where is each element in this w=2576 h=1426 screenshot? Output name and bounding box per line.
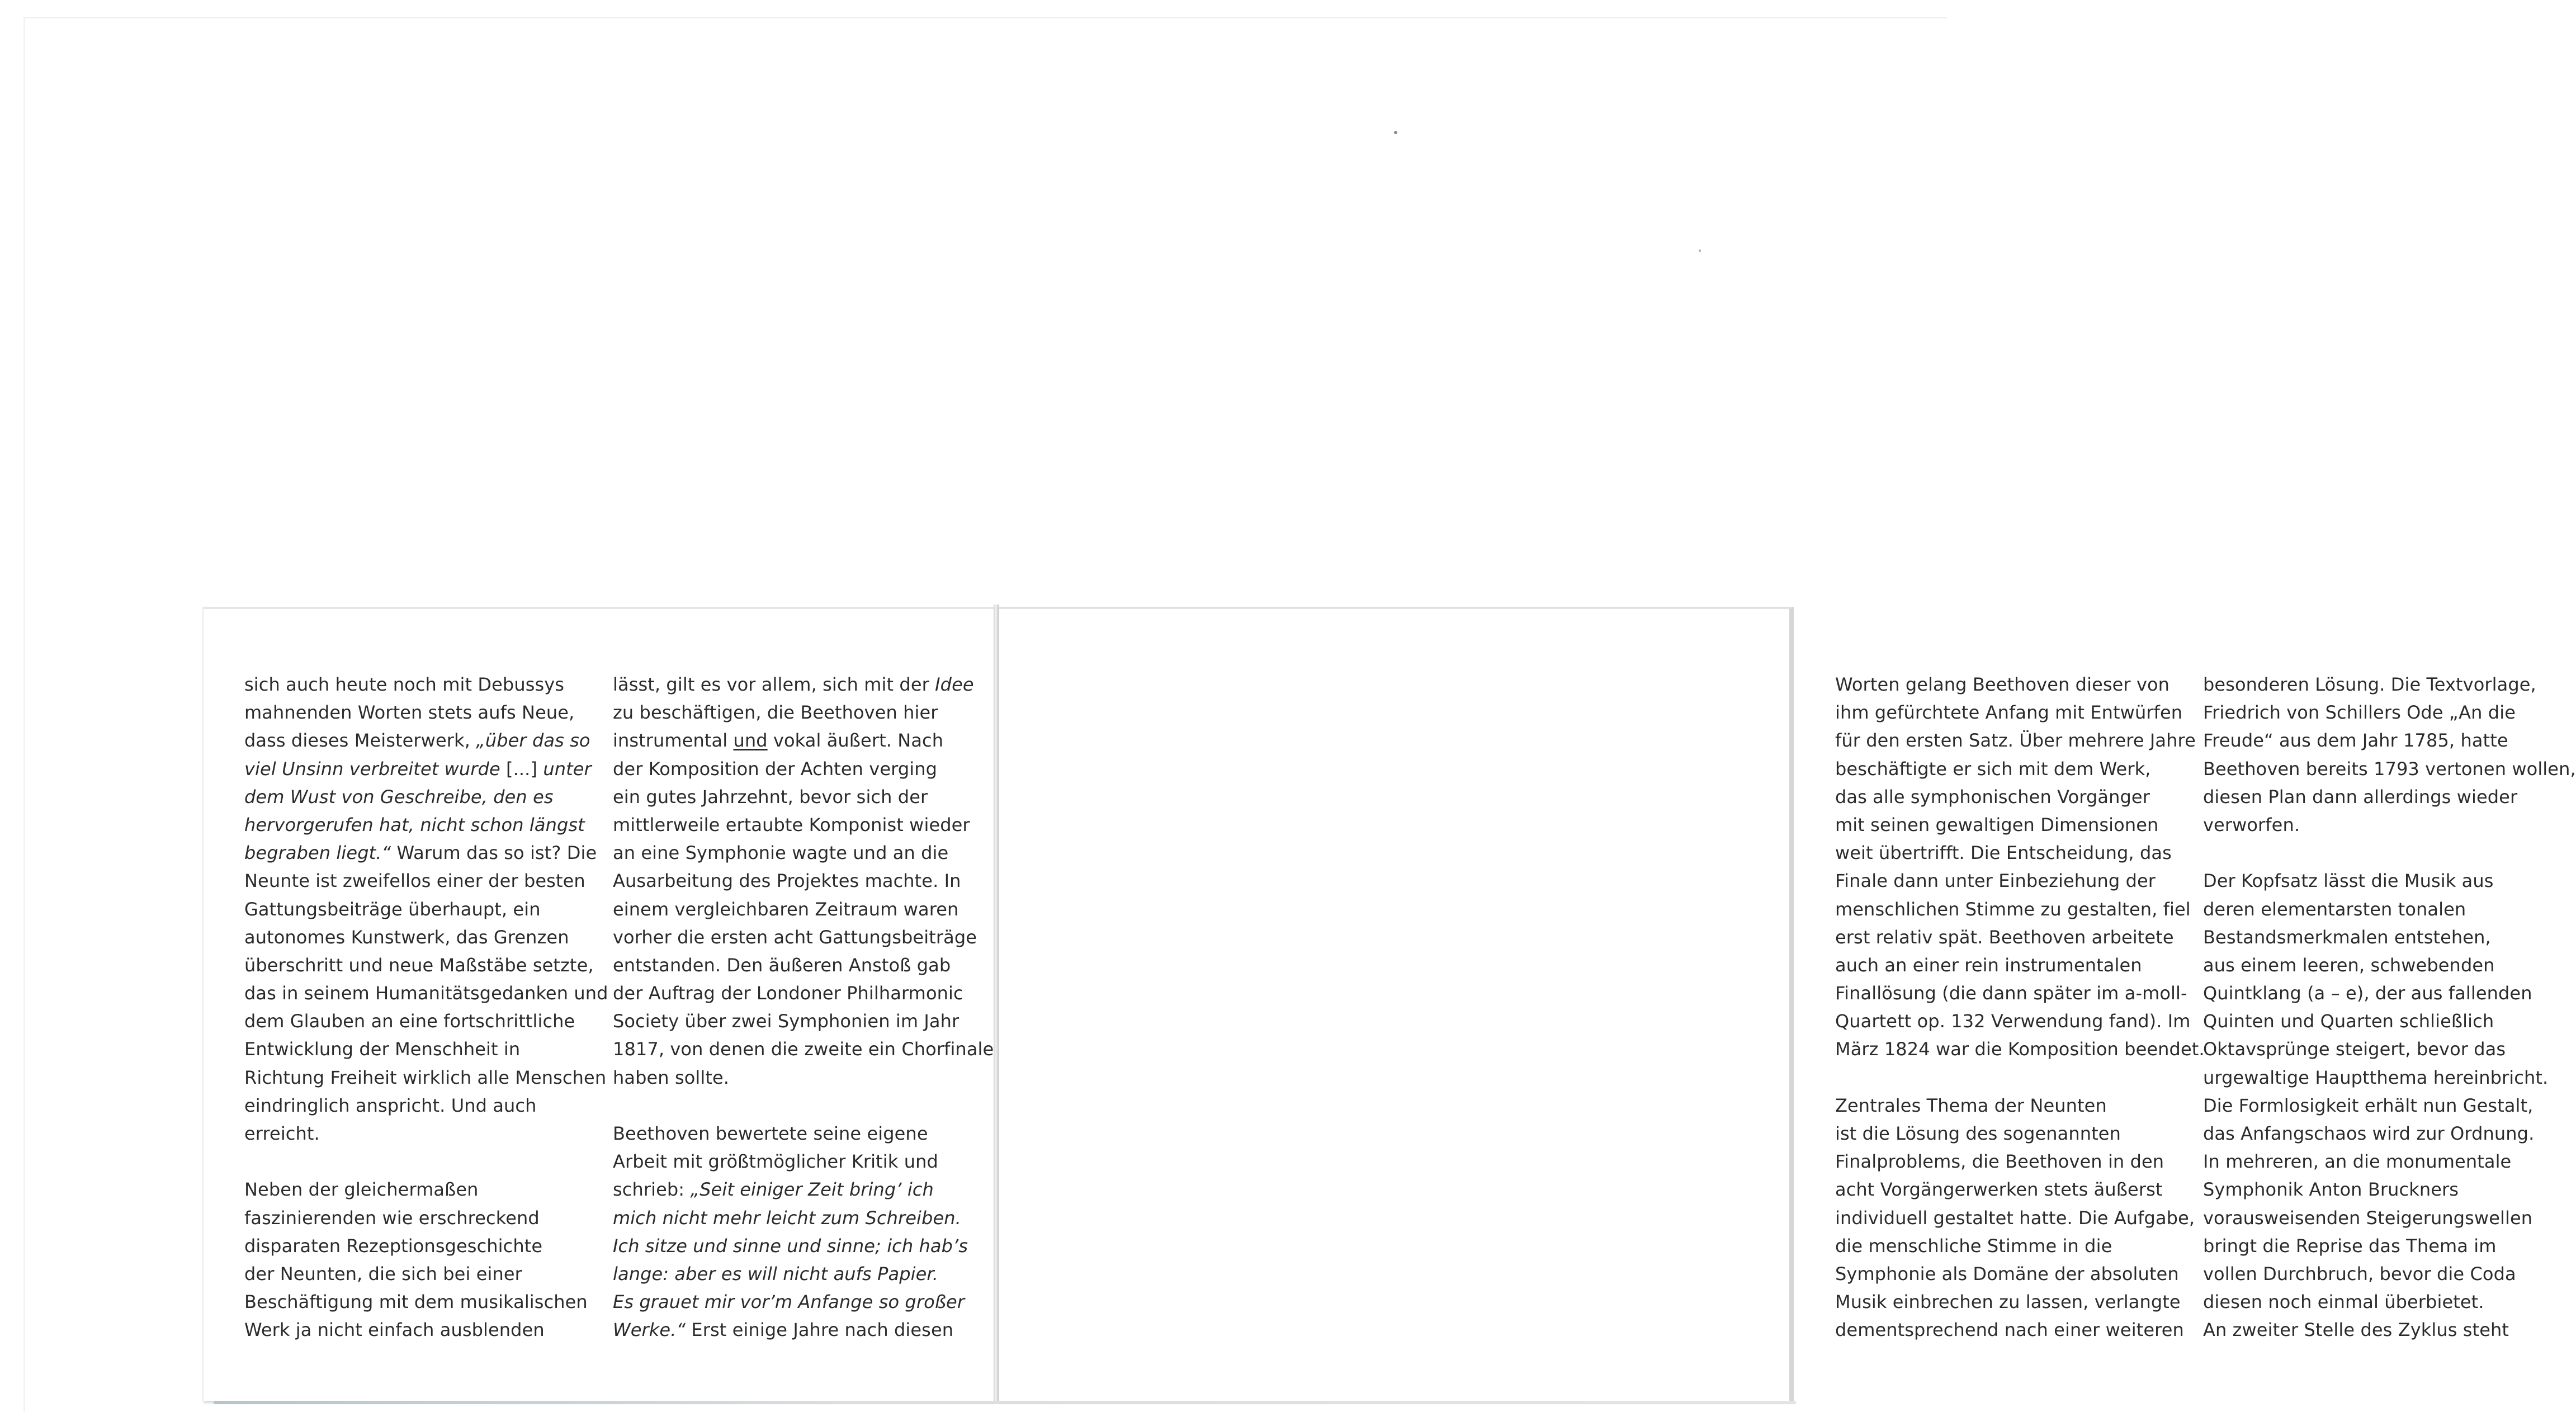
text-run: Beethoven bewertete seine eigene [613, 1123, 928, 1144]
paragraph [613, 1120, 994, 1344]
text-run: zu beschäftigen, die Beethoven hier [613, 702, 938, 724]
text-run: Warum das so ist? Die [391, 842, 597, 864]
text-run: Erst einige Jahre nach diesen [686, 1319, 954, 1341]
text-run: Finallösung (die dann später im a-moll- [1835, 983, 2187, 1004]
text-run: an eine Symphonie wagte und an die [613, 842, 949, 864]
text-run: der Komposition der Achten verging [613, 758, 938, 780]
text-line [1835, 1288, 2205, 1316]
text-run: lässt, gilt es vor allem, sich mit der [613, 674, 935, 695]
text-line [244, 755, 608, 783]
text-line [1835, 951, 2205, 979]
page-bottom-edge [214, 1401, 1796, 1404]
text-run: die menschliche Stimme in die [1835, 1235, 2112, 1257]
text-run: Freude“ aus dem Jahr 1785, hatte [2203, 730, 2508, 752]
text-run: haben sollte. [613, 1066, 730, 1088]
text-run: Neben der gleichermaßen [244, 1179, 479, 1201]
text-run: deren elementarsten tonalen [2203, 898, 2466, 920]
text-line [613, 1007, 994, 1035]
text-run: 1817, von denen die zweite ein Chorfinale [613, 1038, 994, 1060]
text-run: ist die Lösung des sogenannten [1835, 1123, 2121, 1144]
text-line [1835, 895, 2205, 923]
booklet-spread [202, 607, 2576, 1404]
text-line [1835, 1092, 2205, 1120]
text-run: der Neunten, die sich bei einer [244, 1263, 522, 1285]
text-run: vorausweisenden Steigerungswellen [2203, 1207, 2533, 1229]
text-run: Richtung Freiheit wirklich alle Menschen [244, 1066, 607, 1088]
text-run: faszinierenden wie erschreckend [244, 1207, 540, 1229]
text-line [244, 951, 608, 979]
italic-quote-run: „Seit einiger Zeit bring’ ich [690, 1179, 934, 1201]
text-run: Neunte ist zweifellos einer der besten [244, 870, 585, 892]
text-line [613, 923, 994, 951]
text-run: acht Vorgängerwerken stets äußerst [1835, 1179, 2163, 1201]
text-line [244, 1260, 608, 1288]
text-line [613, 1148, 994, 1175]
text-line [2203, 755, 2576, 783]
text-line [2203, 670, 2576, 698]
text-line [244, 839, 608, 867]
right-page [996, 607, 2576, 1401]
text-line [244, 1204, 608, 1232]
page-gutter [994, 605, 999, 1403]
text-run: Beschäftigung mit dem musikalischen [244, 1291, 588, 1313]
text-line [244, 1175, 608, 1203]
text-line [244, 979, 608, 1007]
text-line [2203, 1260, 2576, 1288]
text-line [2203, 1288, 2576, 1316]
text-line [1835, 839, 2205, 867]
text-run: individuell gestaltet hatte. Die Aufgabe, [1835, 1207, 2195, 1229]
text-line [2203, 923, 2576, 951]
text-run: urgewaltige Hauptthema hereinbricht. [2203, 1066, 2549, 1088]
text-line [1835, 1175, 2205, 1203]
text-line [244, 1092, 608, 1120]
text-run: An zweiter Stelle des Zyklus steht [2203, 1319, 2509, 1341]
text-line [244, 1120, 608, 1148]
text-run: Quartett op. 132 Verwendung fand). Im [1835, 1011, 2191, 1032]
text-run: aus einem leeren, schwebenden [2203, 954, 2495, 976]
text-run: Quinten und Quarten schließlich [2203, 1011, 2494, 1032]
text-run: Arbeit mit größtmöglicher Kritik und [613, 1151, 938, 1173]
text-run: entstanden. Den äußeren Anstoß gab [613, 954, 951, 976]
text-line [2203, 1007, 2576, 1035]
text-line [1835, 979, 2205, 1007]
text-column-4 [2203, 670, 2576, 1372]
text-run: verworfen. [2203, 814, 2300, 835]
text-run: Der Kopfsatz lässt die Musik aus [2203, 870, 2494, 892]
text-line [613, 895, 994, 923]
text-run: Werk ja nicht einfach ausblenden [244, 1319, 545, 1341]
text-line [2203, 1120, 2576, 1148]
text-line [1835, 1148, 2205, 1175]
paragraph [1835, 670, 2205, 1064]
italic-quote-run: unter [543, 758, 592, 780]
text-line [244, 783, 608, 811]
text-line [1835, 1035, 2205, 1063]
text-line [244, 895, 608, 923]
text-line [613, 698, 994, 726]
scan-speck [1394, 131, 1397, 134]
text-line [2203, 1064, 2576, 1092]
text-line [2203, 1148, 2576, 1175]
text-line [2203, 1316, 2576, 1344]
text-line [613, 1175, 994, 1203]
text-run: Oktavsprünge steigert, bevor das [2203, 1038, 2506, 1060]
text-line [2203, 1232, 2576, 1260]
italic-quote-run: viel Unsinn verbreitet wurde [244, 758, 500, 780]
text-line [613, 1232, 994, 1260]
text-run: In mehreren, an die monumentale [2203, 1151, 2512, 1173]
text-line [2203, 811, 2576, 839]
text-line [613, 1035, 994, 1063]
text-line [1835, 698, 2205, 726]
text-run: instrumental [613, 730, 734, 752]
text-line [1835, 1232, 2205, 1260]
paragraph [1835, 1092, 2205, 1344]
text-column-3 [1835, 670, 2205, 1372]
text-run: ihm gefürchtete Anfang mit Entwürfen [1835, 702, 2183, 724]
text-line [2203, 698, 2576, 726]
text-run: dem Glauben an eine fortschrittliche [244, 1011, 575, 1032]
text-line [244, 1035, 608, 1063]
text-run: beschäftigte er sich mit dem Werk, [1835, 758, 2151, 780]
italic-quote-run: Werke.“ [613, 1319, 686, 1341]
text-run: autonomes Kunstwerk, das Grenzen [244, 926, 569, 948]
text-run: Entwicklung der Menschheit in [244, 1038, 521, 1060]
text-run: Friedrich von Schillers Ode „An die [2203, 702, 2516, 724]
text-line [2203, 951, 2576, 979]
text-run: Gattungsbeiträge überhaupt, ein [244, 898, 541, 920]
text-line [1835, 670, 2205, 698]
scan-speck [1699, 249, 1701, 252]
text-line [613, 1260, 994, 1288]
text-line [613, 867, 994, 895]
text-line [2203, 895, 2576, 923]
text-line [613, 811, 994, 839]
text-run: bringt die Reprise das Thema im [2203, 1235, 2497, 1257]
text-run: Worten gelang Beethoven dieser von [1835, 674, 2170, 695]
text-run: überschritt und neue Maßstäbe setzte, [244, 954, 594, 976]
italic-quote-run: Ich sitze und sinne und sinne; ich hab’s [613, 1235, 968, 1257]
text-run: das Anfangschaos wird zur Ordnung. [2203, 1123, 2535, 1144]
italic-quote-run: dem Wust von Geschreibe, den es [244, 786, 554, 808]
text-run: dass dieses Meisterwerk, [244, 730, 476, 752]
text-line [244, 1316, 608, 1344]
text-line [244, 867, 608, 895]
text-line [2203, 783, 2576, 811]
left-page [202, 607, 996, 1401]
text-line [244, 923, 608, 951]
text-line [1835, 811, 2205, 839]
text-run: menschlichen Stimme zu gestalten, fiel [1835, 898, 2191, 920]
paragraph [244, 1175, 608, 1344]
text-run: eindringlich anspricht. Und auch [244, 1094, 537, 1116]
paragraph [244, 670, 608, 1148]
text-run: mittlerweile ertaubte Komponist wieder [613, 814, 970, 835]
text-run: März 1824 war die Komposition beendet. [1835, 1038, 2205, 1060]
text-run: Ausarbeitung des Projektes machte. In [613, 870, 961, 892]
text-line [2203, 979, 2576, 1007]
text-column-1 [244, 670, 608, 1372]
text-run: weit übertrifft. Die Entscheidung, das [1835, 842, 2172, 864]
text-line [613, 1204, 994, 1232]
text-run: diesen noch einmal überbietet. [2203, 1291, 2484, 1313]
text-line [613, 1316, 994, 1344]
text-run: Finalproblems, die Beethoven in den [1835, 1151, 2164, 1173]
text-column-2 [613, 670, 994, 1372]
text-run: vollen Durchbruch, bevor die Coda [2203, 1263, 2516, 1285]
underlined-run: und [733, 730, 768, 752]
text-line [1835, 1204, 2205, 1232]
text-run: Quintklang (a – e), der aus fallenden [2203, 983, 2532, 1004]
text-line [1835, 1007, 2205, 1035]
text-run: erst relativ spät. Beethoven arbeitete [1835, 926, 2174, 948]
text-line [613, 839, 994, 867]
text-line [613, 783, 994, 811]
text-line [613, 1288, 994, 1316]
text-line [1835, 1316, 2205, 1344]
text-run: sich auch heute noch mit Debussys [244, 674, 565, 695]
text-line [244, 726, 608, 754]
text-run: Beethoven bereits 1793 vertonen wollen, [2203, 758, 2576, 780]
text-line [1835, 1260, 2205, 1288]
text-run: ein gutes Jahrzehnt, bevor sich der [613, 786, 928, 808]
text-run: mahnenden Worten stets aufs Neue, [244, 702, 575, 724]
text-line [2203, 1204, 2576, 1232]
text-run: dementsprechend nach einer weiteren [1835, 1319, 2184, 1341]
text-line [244, 670, 608, 698]
italic-quote-run: „über das so [476, 730, 590, 752]
text-run: das alle symphonischen Vorgänger [1835, 786, 2150, 808]
italic-quote-run: Es grauet mir vor’m Anfange so großer [613, 1291, 965, 1313]
text-line [613, 1120, 994, 1148]
text-run: Bestandsmerkmalen entstehen, [2203, 926, 2491, 948]
italic-quote-run: begraben liegt.“ [244, 842, 391, 864]
text-line [2203, 867, 2576, 895]
scan-edge-top [23, 17, 1947, 18]
paragraph [2203, 670, 2576, 839]
text-line [1835, 726, 2205, 754]
text-run: schrieb: [613, 1179, 691, 1201]
text-run: Musik einbrechen zu lassen, verlangte [1835, 1291, 2181, 1313]
text-line [2203, 726, 2576, 754]
text-run: Finale dann unter Einbeziehung der [1835, 870, 2156, 892]
italic-quote-run: hervorgerufen hat, nicht schon längst [244, 814, 585, 835]
text-run: erreicht. [244, 1123, 320, 1144]
text-run: diesen Plan dann allerdings wieder [2203, 786, 2518, 808]
italic-quote-run: Idee [935, 674, 974, 695]
text-line [244, 1232, 608, 1260]
text-run: für den ersten Satz. Über mehrere Jahre [1835, 730, 2196, 752]
text-run: auch an einer rein instrumentalen [1835, 954, 2142, 976]
text-run: Society über zwei Symphonien im Jahr [613, 1011, 959, 1032]
text-run: disparaten Rezeptionsgeschichte [244, 1235, 543, 1257]
italic-quote-run: mich nicht mehr leicht zum Schreiben. [613, 1207, 961, 1229]
text-run: Symphonie als Domäne der absoluten [1835, 1263, 2179, 1285]
text-line [1835, 1120, 2205, 1148]
text-line [244, 698, 608, 726]
text-run: der Auftrag der Londoner Philharmonic [613, 983, 963, 1004]
text-line [2203, 1092, 2576, 1120]
text-line [244, 1064, 608, 1092]
text-line [1835, 923, 2205, 951]
text-line [2203, 1175, 2576, 1203]
scan-edge-left [23, 17, 25, 1412]
text-line [613, 1064, 994, 1092]
text-line [1835, 867, 2205, 895]
text-run: vorher die ersten acht Gattungsbeiträge [613, 926, 977, 948]
text-line [1835, 783, 2205, 811]
text-line [613, 726, 994, 754]
text-line [1835, 755, 2205, 783]
paragraph [2203, 867, 2576, 1344]
text-line [244, 1007, 608, 1035]
text-run: besonderen Lösung. Die Textvorlage, [2203, 674, 2536, 695]
text-line [613, 979, 994, 1007]
text-run: mit seinen gewaltigen Dimensionen [1835, 814, 2159, 835]
italic-quote-run: lange: aber es will nicht aufs Papier. [613, 1263, 938, 1285]
text-line [613, 755, 994, 783]
paragraph [613, 670, 994, 1092]
text-run: Die Formlosigkeit erhält nun Gestalt, [2203, 1094, 2534, 1116]
text-run: einem vergleichbaren Zeitraum waren [613, 898, 959, 920]
text-run: vokal äußert. Nach [767, 730, 944, 752]
text-line [2203, 1035, 2576, 1063]
text-run: Zentrales Thema der Neunten [1835, 1094, 2107, 1116]
text-run: das in seinem Humanitätsgedanken und [244, 983, 608, 1004]
text-line [244, 1288, 608, 1316]
text-run: Symphonik Anton Bruckners [2203, 1179, 2459, 1201]
text-run: [...] [500, 758, 543, 780]
text-line [613, 951, 994, 979]
text-line [613, 670, 994, 698]
text-line [244, 811, 608, 839]
